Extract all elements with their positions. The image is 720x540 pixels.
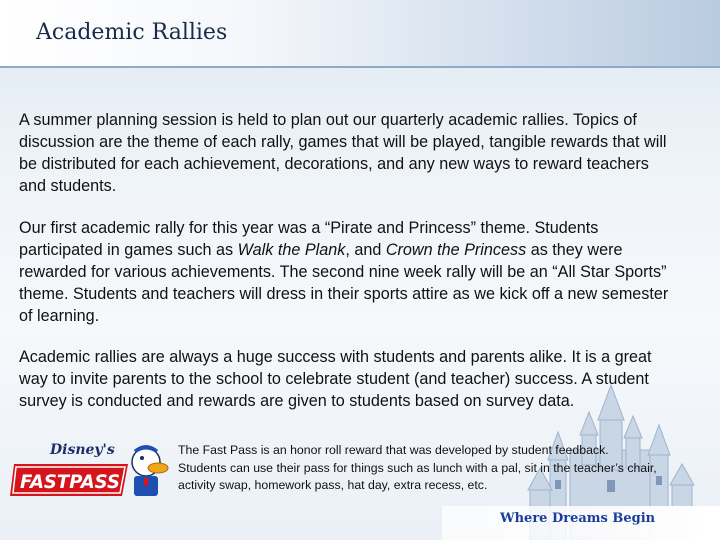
fastpass-logo-icon <box>10 438 176 502</box>
logo-product-text: FASTPASS <box>20 471 120 493</box>
game-crown-the-princess: Crown the Princess <box>385 241 527 259</box>
paragraph-first-rally-text-c: as they were rewarded for various achievements. The second nine week rally will be an “All Star Sports” theme. Students and teachers will dress in their sports attire as we kick off a new semester of learning. <box>19 241 669 325</box>
tagline: Where Dreams Begin <box>500 511 656 526</box>
logo-brand-text: Disney's <box>50 442 115 458</box>
header-divider <box>0 66 720 68</box>
paragraph-first-rally-text-a: Our first academic rally for this year was a “Pirate and Princess” theme. Students participated in games such as <box>19 219 599 259</box>
donald-duck-icon <box>132 445 168 496</box>
game-walk-the-plank: Walk the Plank <box>237 241 346 259</box>
paragraph-first-rally <box>19 217 679 327</box>
fastpass-caption: The Fast Pass is an honor roll reward that was developed by student feedback. Students can use their pass for things such as lunch with a pal, sit in the teacher’s chair, activity swap, homework pass, hat day, extra recess, etc. <box>178 443 657 492</box>
paragraph-planning: A summer planning session is held to plan out our quarterly academic rallies. Topics of discussion are the theme of each rally, games that will be played, tangible rewards that will be distributed for each achievement, decorations, and any new ways to reward teachers and students. <box>19 111 667 195</box>
paragraph-first-rally-text-b: , and <box>345 241 386 259</box>
page-title: Academic Rallies <box>36 20 228 45</box>
paragraph-success: Academic rallies are always a huge success with students and parents alike. It is a great way to invite parents to the school to celebrate student (and teacher) success. A student survey is conducted and rewards are given to students based on survey data. <box>19 348 652 410</box>
